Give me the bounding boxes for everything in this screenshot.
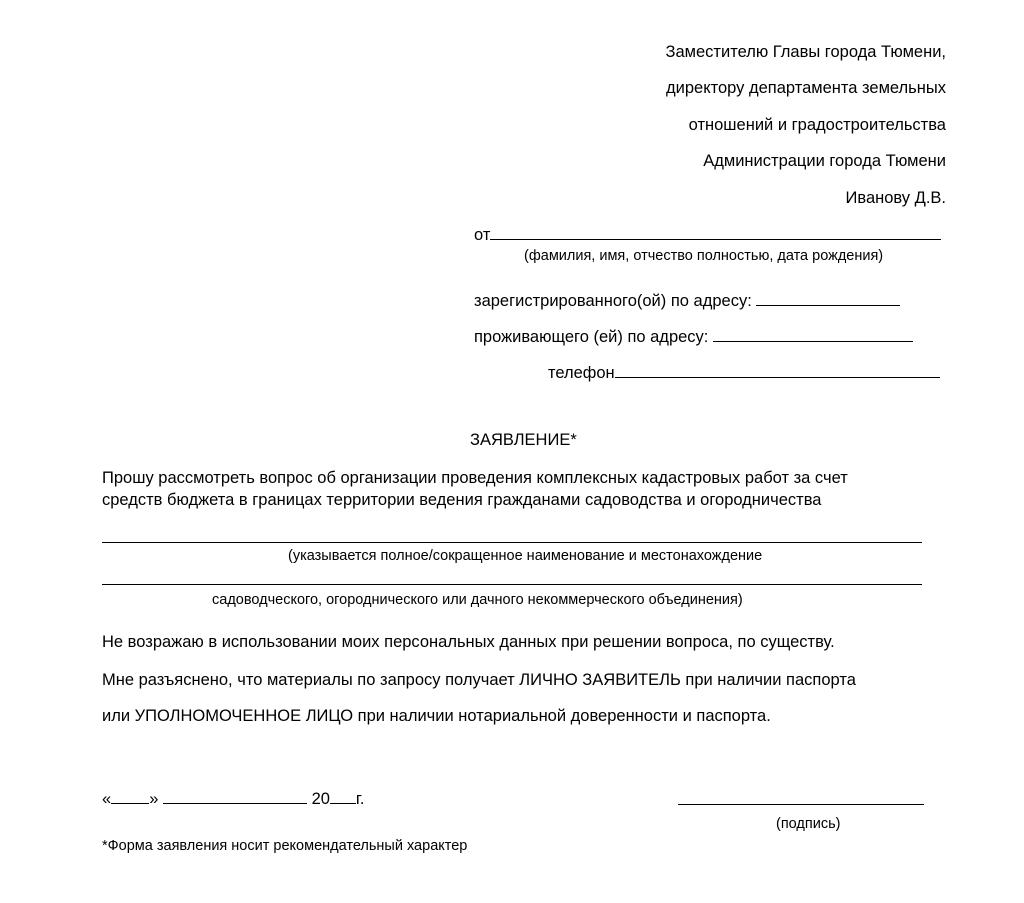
day-blank[interactable] <box>111 788 149 804</box>
phone-label: телефон <box>548 364 615 382</box>
organization-hint-2: садоводческого, огороднического или дачного некоммерческого объединения) <box>212 592 743 608</box>
organization-line-1[interactable] <box>102 542 922 543</box>
notice-line-1: Мне разъяснено, что материалы по запросу получает ЛИЧНО ЗАЯВИТЕЛЬ при наличии паспорта <box>102 671 856 689</box>
month-blank[interactable] <box>163 788 307 804</box>
consent-text: Не возражаю в использовании моих персональных данных при решении вопроса, по существу. <box>102 633 835 651</box>
registered-address-field <box>474 290 900 311</box>
from-hint: (фамилия, имя, отчество полностью, дата рождения) <box>524 248 884 264</box>
signature-hint: (подпись) <box>776 816 841 832</box>
registered-address-label: зарегистрированного(ой) по адресу: <box>474 292 752 310</box>
addressee-line-2: директору департамента земельных <box>666 79 946 97</box>
signature-line[interactable] <box>678 804 924 805</box>
organization-hint-1: (указывается полное/сокращенное наименование и местонахождение <box>288 548 763 564</box>
residing-address-blank[interactable] <box>713 326 913 342</box>
organization-line-2[interactable] <box>102 584 922 585</box>
year-suffix: г. <box>355 790 365 808</box>
footnote: *Форма заявления носит рекомендательный характер <box>102 838 468 854</box>
addressee-line-3: отношений и градостроительства <box>688 116 946 134</box>
request-line-1: Прошу рассмотреть вопрос об организации проведения комплексных кадастровых работ за счет <box>102 469 848 487</box>
document-title: ЗАЯВЛЕНИЕ* <box>470 431 577 449</box>
notice-line-2: или УПОЛНОМОЧЕННОЕ ЛИЦО при наличии нотариальной доверенности и паспорта. <box>102 707 771 725</box>
date-field <box>102 788 365 809</box>
date-quote-open: « <box>102 790 112 808</box>
phone-blank[interactable] <box>615 362 940 378</box>
registered-address-blank[interactable] <box>756 290 900 306</box>
from-label: от <box>474 226 491 244</box>
addressee-line-5: Иванову Д.В. <box>845 189 946 207</box>
year-blank[interactable] <box>330 788 356 804</box>
phone-field <box>548 362 940 383</box>
request-line-2: средств бюджета в границах территории ведения гражданами садоводства и огородничества <box>102 491 822 509</box>
residing-address-field <box>474 326 913 347</box>
from-field <box>474 224 941 245</box>
addressee-line-4: Администрации города Тюмени <box>703 152 946 170</box>
from-blank[interactable] <box>490 224 941 240</box>
addressee-line-1: Заместителю Главы города Тюмени, <box>665 43 946 61</box>
residing-address-label: проживающего (ей) по адресу: <box>474 328 709 346</box>
date-quote-close: » <box>149 790 159 808</box>
year-prefix: 20 <box>311 790 330 808</box>
